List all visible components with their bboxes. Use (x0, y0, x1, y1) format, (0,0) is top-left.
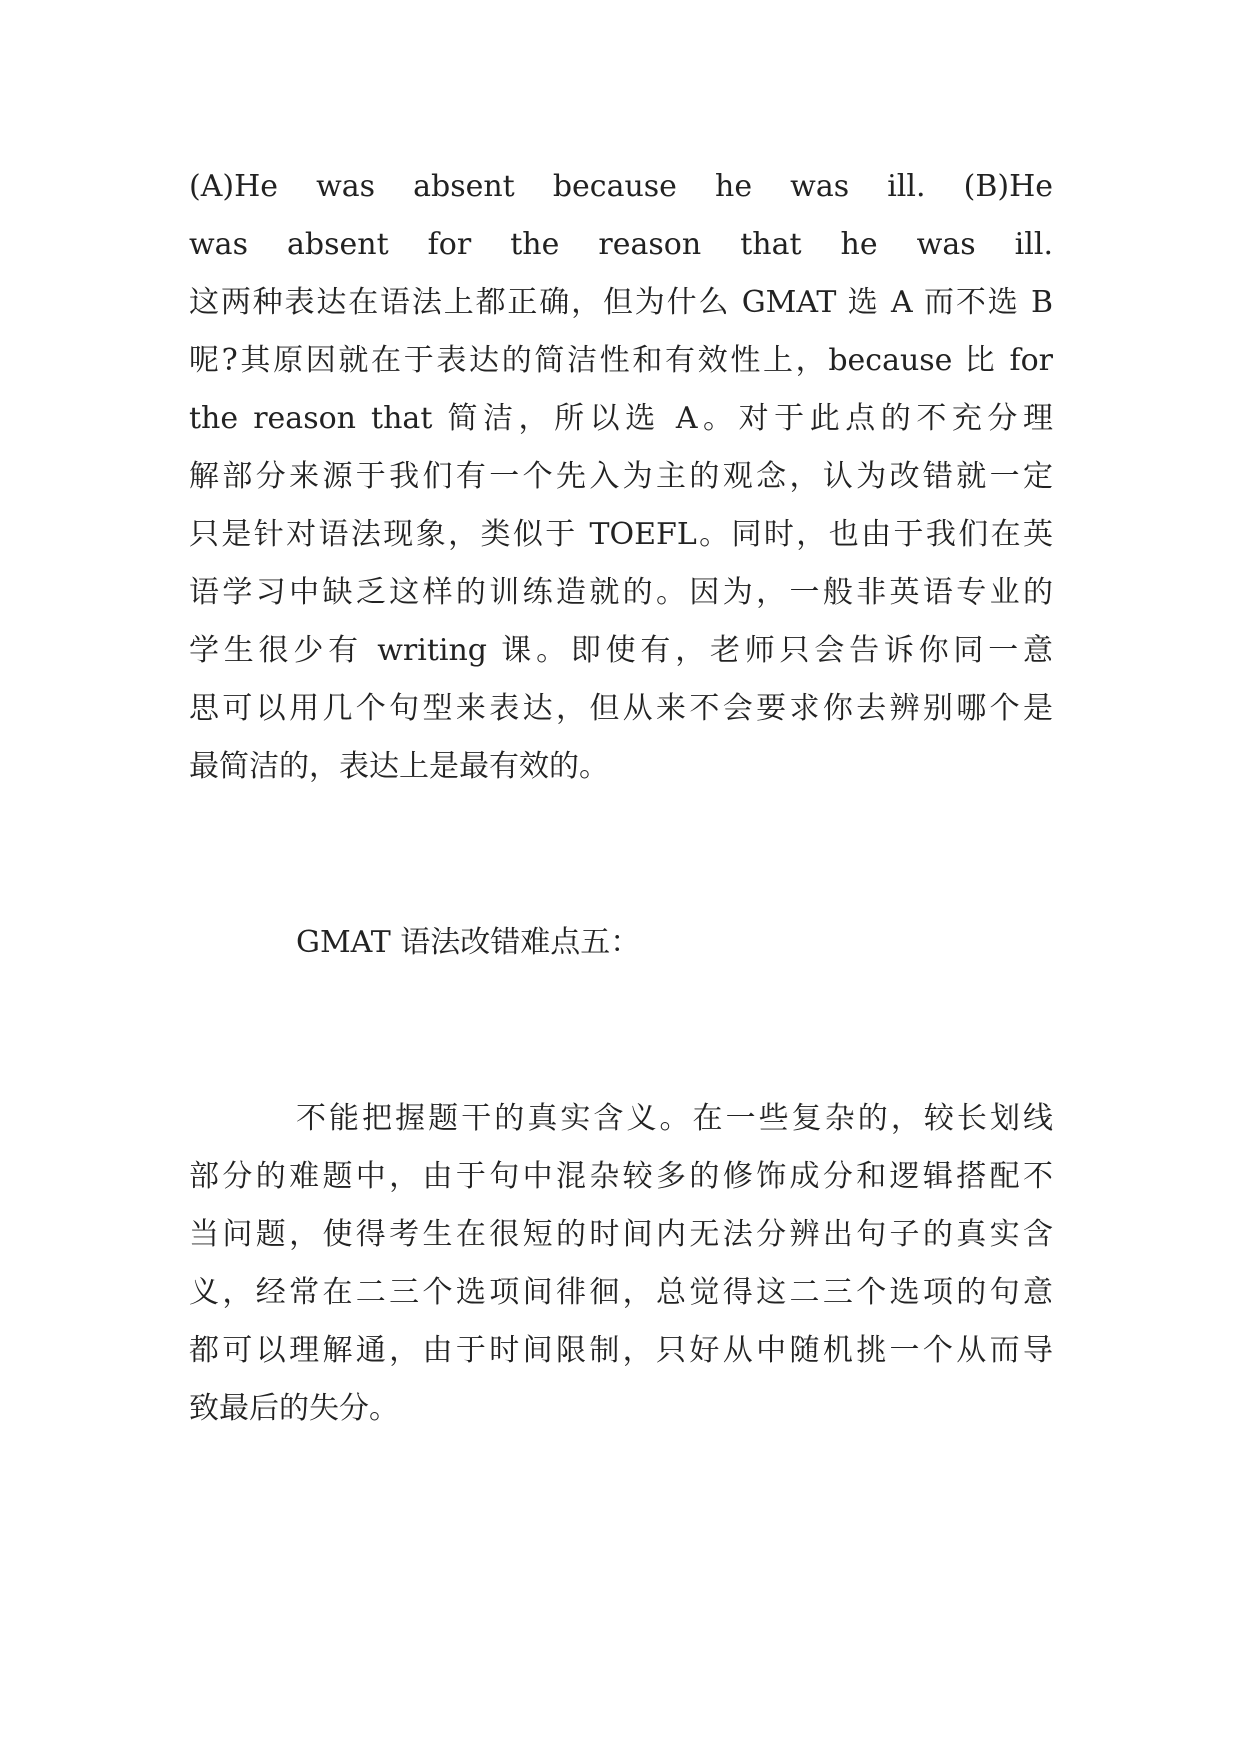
paragraph-1-line: the reason that 简洁，所以选 A。对于此点的不充分理 (189, 401, 1053, 436)
paragraph-2-line-last: 致最后的失分。 (189, 1391, 399, 1426)
paragraph-1-line: 学生很少有 writing 课。即使有，老师只会告诉你同一意 (189, 633, 1053, 668)
paragraph-1-line: was absent for the reason that he was ill. (189, 227, 1053, 262)
paragraph-2-line: 都可以理解通，由于时间限制，只好从中随机挑一个从而导 (189, 1333, 1053, 1368)
paragraph-2-line: 义，经常在二三个选项间徘徊，总觉得这二三个选项的句意 (189, 1275, 1053, 1310)
paragraph-2-line: 部分的难题中，由于句中混杂较多的修饰成分和逻辑搭配不 (189, 1159, 1053, 1194)
paragraph-1-line: 这两种表达在语法上都正确，但为什么 GMAT 选 A 而不选 B (189, 285, 1053, 320)
paragraph-1-line: (A)He was absent because he was ill. (B)He (189, 169, 1053, 204)
paragraph-1-line: 呢?其原因就在于表达的简洁性和有效性上，because 比 for (189, 343, 1053, 378)
paragraph-2-line: 当问题，使得考生在很短的时间内无法分辨出句子的真实含 (189, 1217, 1053, 1252)
paragraph-1-line: 思可以用几个句型来表达，但从来不会要求你去辨别哪个是 (189, 691, 1053, 726)
paragraph-1-line: 解部分来源于我们有一个先入为主的观念，认为改错就一定 (189, 459, 1053, 494)
paragraph-1-line: 只是针对语法现象，类似于 TOEFL。同时，也由于我们在英 (189, 517, 1053, 552)
section-heading: GMAT 语法改错难点五： (296, 925, 641, 960)
paragraph-1-line: 语学习中缺乏这样的训练造就的。因为，一般非英语专业的 (189, 575, 1053, 610)
paragraph-1-line-last: 最简洁的，表达上是最有效的。 (189, 749, 609, 784)
paragraph-2-line: 不能把握题干的真实含义。在一些复杂的，较长划线 (296, 1101, 1053, 1136)
